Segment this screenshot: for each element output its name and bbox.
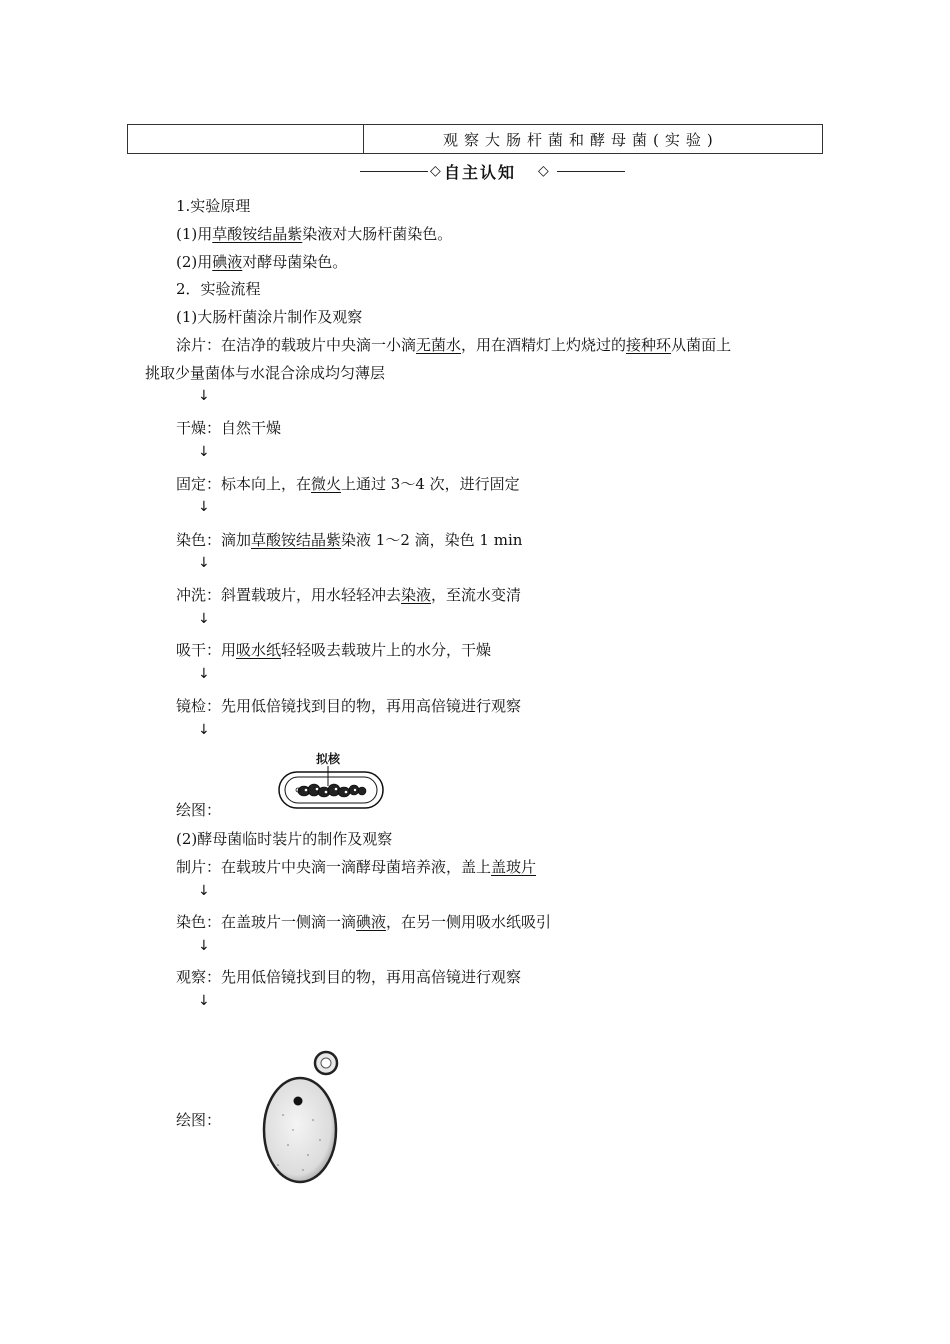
text: ，至流水变清 (431, 586, 522, 604)
diamond-icon: ◇ (430, 163, 441, 179)
step-microscope: 镜检：先用低倍镜找到目的物，再用高倍镜进行观察 (176, 697, 522, 715)
ecoli-heading: (1)大肠杆菌涂片制作及观察 (176, 308, 363, 326)
step-mount (176, 856, 536, 877)
section-rule-left (360, 171, 428, 172)
down-arrow-icon: ↓ (198, 722, 210, 738)
key-term: 盖玻片 (491, 858, 537, 876)
step-dry: 干燥：自然干燥 (176, 419, 282, 437)
yeast-cell (264, 1078, 336, 1182)
section-rule-right (557, 171, 625, 172)
key-term: 微火 (311, 475, 342, 493)
text: ，在另一侧用吸水纸吸引 (386, 913, 552, 931)
down-arrow-icon: ↓ (198, 555, 210, 571)
step-yeast-observe: 观察：先用低倍镜找到目的物，再用高倍镜进行观察 (176, 968, 522, 986)
text: 涂片：在洁净的载玻片中央滴一小滴 (176, 336, 417, 354)
step-draw: 绘图： (176, 801, 222, 819)
yeast-nucleus (294, 1097, 303, 1106)
yeast-heading: (2)酵母菌临时装片的制作及观察 (176, 830, 393, 848)
nucleoid-label: 拟核 (316, 752, 341, 766)
text: 上通过 3～4 次，进行固定 (341, 475, 520, 493)
step-stain (176, 529, 522, 550)
ecoli-drawing (276, 750, 388, 812)
step-yeast-draw: 绘图： (176, 1111, 222, 1129)
step-smear-cont: 挑取少量菌体与水混合涂成均匀薄层 (145, 364, 386, 382)
text: 染液 1～2 滴，染色 1 min (341, 531, 523, 549)
text: 轻轻吸去载玻片上的水分，干燥 (281, 641, 492, 659)
down-arrow-icon: ↓ (198, 993, 210, 1009)
down-arrow-icon: ↓ (198, 499, 210, 515)
key-term: 碘液 (212, 253, 243, 271)
title-box (127, 124, 823, 154)
diamond-icon: ◇ (538, 163, 549, 179)
key-term: 草酸铵结晶紫 (251, 531, 342, 549)
step-smear (176, 334, 731, 355)
key-term: 吸水纸 (236, 641, 282, 659)
down-arrow-icon: ↓ (198, 666, 210, 682)
step-yeast-stain (176, 911, 551, 932)
page-title: 观察大肠杆菌和酵母菌(实验) (443, 131, 719, 149)
text: 固定：标本向上，在 (176, 475, 312, 493)
bud-vacuole (321, 1058, 331, 1068)
principle-item-1 (176, 223, 452, 244)
process-heading: 2．实验流程 (176, 280, 261, 298)
text: 染色：在盖玻片一侧滴一滴 (176, 913, 357, 931)
down-arrow-icon: ↓ (198, 444, 210, 460)
key-term: 草酸铵结晶紫 (212, 225, 303, 243)
text: 从菌面上 (671, 336, 732, 354)
principle-heading: 1.实验原理 (176, 197, 251, 215)
text: 吸干：用 (176, 641, 237, 659)
text: (2)用 (176, 253, 213, 271)
yeast-drawing (258, 1045, 358, 1185)
text: 对酵母菌染色。 (242, 253, 348, 271)
principle-item-2 (176, 251, 347, 272)
section-title: 自主认知 (444, 163, 517, 182)
title-box-divider (363, 125, 364, 153)
step-fix (176, 473, 520, 494)
key-term: 接种环 (626, 336, 672, 354)
section-heading (360, 160, 625, 184)
text: (1)用 (176, 225, 213, 243)
step-rinse (176, 584, 521, 605)
text: 染液对大肠杆菌染色。 (302, 225, 453, 243)
down-arrow-icon: ↓ (198, 883, 210, 899)
step-blot (176, 639, 491, 660)
text: 染色：滴加 (176, 531, 252, 549)
key-term: 染液 (401, 586, 432, 604)
text: 冲洗：斜置载玻片，用水轻轻冲去 (176, 586, 402, 604)
down-arrow-icon: ↓ (198, 611, 210, 627)
down-arrow-icon: ↓ (198, 938, 210, 954)
key-term: 无菌水 (416, 336, 462, 354)
text: ，用在酒精灯上灼烧过的 (461, 336, 627, 354)
key-term: 碘液 (356, 913, 387, 931)
text: 制片：在载玻片中央滴一滴酵母菌培养液，盖上 (176, 858, 492, 876)
down-arrow-icon: ↓ (198, 388, 210, 404)
